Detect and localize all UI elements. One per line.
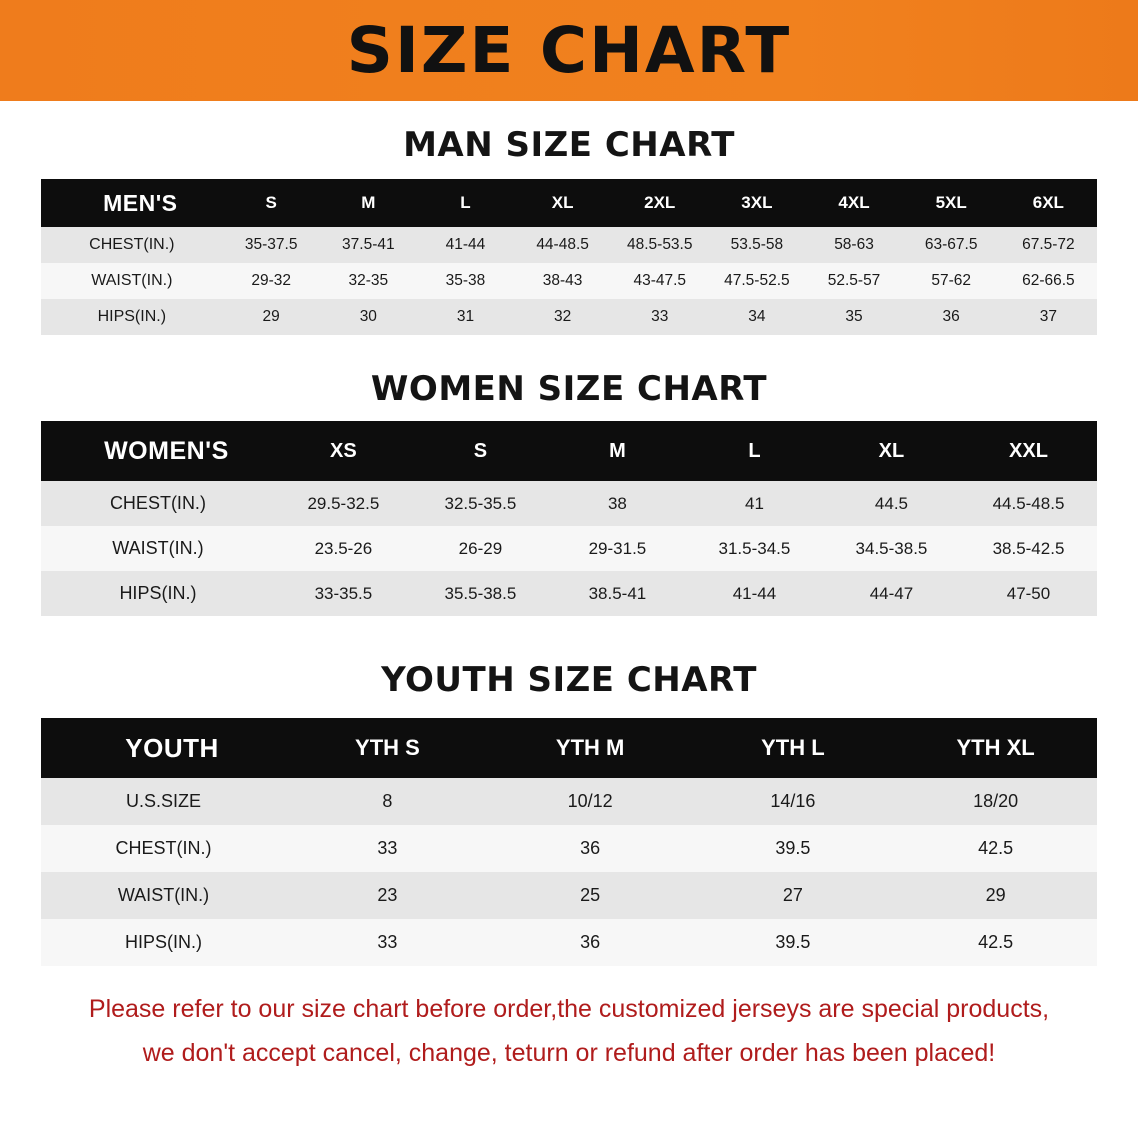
- table-cell: 41: [686, 481, 823, 526]
- table-cell: 42.5: [894, 919, 1097, 966]
- table-corner-header: WOMEN'S: [41, 421, 275, 481]
- table-cell: 18/20: [894, 778, 1097, 825]
- row-label: HIPS(IN.): [41, 299, 223, 335]
- table-cell: 38-43: [514, 263, 611, 299]
- table-cell: 29.5-32.5: [275, 481, 412, 526]
- table-cell: 30: [320, 299, 417, 335]
- table-cell: 63-67.5: [903, 227, 1000, 263]
- order-policy-note: [39, 988, 1099, 1076]
- table-cell: 35-38: [417, 263, 514, 299]
- table-cell: 35.5-38.5: [412, 571, 549, 616]
- table-cell: 37.5-41: [320, 227, 417, 263]
- table-cell: 26-29: [412, 526, 549, 571]
- table-cell: 25: [489, 872, 692, 919]
- table-cell: 31: [417, 299, 514, 335]
- column-header: YTH L: [692, 718, 895, 778]
- table-cell: 14/16: [692, 778, 895, 825]
- women-size-table: [41, 421, 1097, 616]
- table-row: [41, 872, 1097, 919]
- table-cell: 29: [894, 872, 1097, 919]
- table-cell: 58-63: [805, 227, 902, 263]
- table-row: [41, 825, 1097, 872]
- table-cell: 48.5-53.5: [611, 227, 708, 263]
- table-cell: 67.5-72: [1000, 227, 1097, 263]
- table-cell: 33: [286, 825, 489, 872]
- table-cell: 33-35.5: [275, 571, 412, 616]
- table-cell: 39.5: [692, 919, 895, 966]
- table-cell: 41-44: [686, 571, 823, 616]
- table-row: [41, 778, 1097, 825]
- youth-size-table: [41, 718, 1097, 966]
- youth-table-head: [41, 718, 1097, 778]
- column-header: XL: [514, 179, 611, 227]
- table-cell: 31.5-34.5: [686, 526, 823, 571]
- column-header: S: [223, 179, 320, 227]
- table-cell: 47-50: [960, 571, 1097, 616]
- column-header: M: [549, 421, 686, 481]
- youth-table-body: [41, 778, 1097, 966]
- row-label: U.S.SIZE: [41, 778, 286, 825]
- table-cell: 23.5-26: [275, 526, 412, 571]
- table-cell: 36: [489, 825, 692, 872]
- column-header: XXL: [960, 421, 1097, 481]
- table-cell: 29: [223, 299, 320, 335]
- table-cell: 37: [1000, 299, 1097, 335]
- row-label: CHEST(IN.): [41, 227, 223, 263]
- table-cell: 53.5-58: [708, 227, 805, 263]
- row-label: WAIST(IN.): [41, 526, 275, 571]
- order-policy-note-line-2: we don't accept cancel, change, teturn or refund after order has been placed!: [142, 1038, 996, 1067]
- table-cell: 44-47: [823, 571, 960, 616]
- column-header: S: [412, 421, 549, 481]
- youth-section-title: YOUTH SIZE CHART: [381, 660, 757, 700]
- banner: [0, 0, 1138, 101]
- page-title: SIZE CHART: [346, 14, 792, 87]
- table-cell: 35-37.5: [223, 227, 320, 263]
- table-row: [41, 571, 1097, 616]
- table-cell: 44-48.5: [514, 227, 611, 263]
- table-cell: 29-32: [223, 263, 320, 299]
- women-size-table-wrapper: [41, 421, 1097, 616]
- column-header: YTH M: [489, 718, 692, 778]
- table-row: [41, 299, 1097, 335]
- column-header: 4XL: [805, 179, 902, 227]
- table-header-row: [41, 179, 1097, 227]
- table-cell: 34: [708, 299, 805, 335]
- table-cell: 8: [286, 778, 489, 825]
- table-cell: 23: [286, 872, 489, 919]
- table-cell: 52.5-57: [805, 263, 902, 299]
- column-header: YTH S: [286, 718, 489, 778]
- table-cell: 32-35: [320, 263, 417, 299]
- table-cell: 10/12: [489, 778, 692, 825]
- table-corner-header: MEN'S: [41, 179, 223, 227]
- table-cell: 29-31.5: [549, 526, 686, 571]
- column-header: 6XL: [1000, 179, 1097, 227]
- women-table-body: [41, 481, 1097, 616]
- table-header-row: [41, 718, 1097, 778]
- row-label: WAIST(IN.): [41, 263, 223, 299]
- table-cell: 38: [549, 481, 686, 526]
- table-cell: 57-62: [903, 263, 1000, 299]
- table-cell: 36: [903, 299, 1000, 335]
- man-size-table: [41, 179, 1097, 335]
- table-cell: 33: [611, 299, 708, 335]
- column-header: XL: [823, 421, 960, 481]
- table-cell: 38.5-42.5: [960, 526, 1097, 571]
- table-cell: 62-66.5: [1000, 263, 1097, 299]
- table-cell: 38.5-41: [549, 571, 686, 616]
- man-section-title: MAN SIZE CHART: [403, 125, 735, 165]
- table-cell: 44.5: [823, 481, 960, 526]
- table-cell: 35: [805, 299, 902, 335]
- column-header: XS: [275, 421, 412, 481]
- table-row: [41, 227, 1097, 263]
- table-cell: 32: [514, 299, 611, 335]
- table-row: [41, 263, 1097, 299]
- man-table-head: [41, 179, 1097, 227]
- table-corner-header: YOUTH: [41, 718, 286, 778]
- table-row: [41, 526, 1097, 571]
- row-label: CHEST(IN.): [41, 825, 286, 872]
- man-size-table-wrapper: [41, 179, 1097, 335]
- table-cell: 44.5-48.5: [960, 481, 1097, 526]
- row-label: WAIST(IN.): [41, 872, 286, 919]
- man-table-body: [41, 227, 1097, 335]
- table-cell: 27: [692, 872, 895, 919]
- table-cell: 42.5: [894, 825, 1097, 872]
- youth-size-table-wrapper: [41, 718, 1097, 966]
- table-cell: 41-44: [417, 227, 514, 263]
- table-row: [41, 919, 1097, 966]
- order-policy-note-line-1: Please refer to our size chart before order,the customized jerseys are special products,: [88, 995, 1050, 1023]
- table-cell: 47.5-52.5: [708, 263, 805, 299]
- column-header: L: [686, 421, 823, 481]
- row-label: HIPS(IN.): [41, 919, 286, 966]
- table-cell: 43-47.5: [611, 263, 708, 299]
- row-label: HIPS(IN.): [41, 571, 275, 616]
- table-cell: 33: [286, 919, 489, 966]
- column-header: L: [417, 179, 514, 227]
- column-header: 3XL: [708, 179, 805, 227]
- women-table-head: [41, 421, 1097, 481]
- column-header: M: [320, 179, 417, 227]
- table-cell: 34.5-38.5: [823, 526, 960, 571]
- table-cell: 36: [489, 919, 692, 966]
- row-label: CHEST(IN.): [41, 481, 275, 526]
- column-header: 2XL: [611, 179, 708, 227]
- column-header: YTH XL: [894, 718, 1097, 778]
- table-row: [41, 481, 1097, 526]
- table-cell: 32.5-35.5: [412, 481, 549, 526]
- table-header-row: [41, 421, 1097, 481]
- table-cell: 39.5: [692, 825, 895, 872]
- women-section-title: WOMEN SIZE CHART: [370, 369, 768, 409]
- column-header: 5XL: [903, 179, 1000, 227]
